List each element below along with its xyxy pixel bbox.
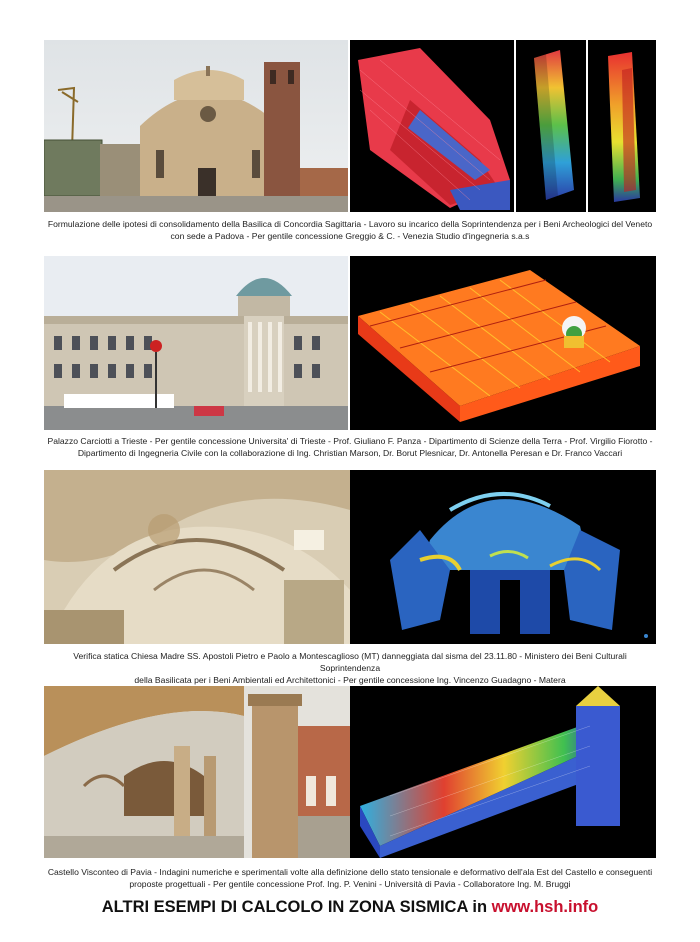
photo-chiesa-madre-interior: [44, 470, 350, 644]
caption-basilica: [44, 218, 656, 242]
caption-line: Verifica statica Chiesa Madre SS. Apostoli Pietro e Paolo a Montescaglioso (MT) danneggiata dal sisma del 23.11.80 - Ministero dei Beni Culturali Soprintendenza: [73, 651, 627, 673]
fem-model-basilica: [350, 40, 514, 212]
caption-palazzo: [44, 435, 656, 459]
caption-line: della Basilicata per i Beni Ambientali ed Architettonici - Per gentile concessione Ing. Vincenzo Guadagno - Matera: [134, 675, 566, 685]
fem-model-chiesa: [350, 470, 656, 644]
fem-model-tower-1: [516, 40, 586, 212]
caption-line: proposte progettuali - Per gentile concessione Prof. Ing. P. Venini - Università di Pavia - Collaboratore Ing. M. Bruggi: [129, 879, 571, 889]
caption-line: Dipartimento di Ingegneria Civile con la collaborazione di Ing. Christian Marson, Dr. Borut Plesnicar, Dr. Antonella Peresan e Dr. Franco Vaccari: [77, 448, 623, 458]
caption-line: Castello Visconteo di Pavia - Indagini numeriche e sperimentali volte alla definizione dello stato tensionale e deformativo dell'ala Est del Castello e conseguenti: [47, 867, 653, 877]
caption-line: Formulazione delle ipotesi di consolidamento della Basilica di Concordia Sagittaria - Lavoro su incarico della Soprintendenza per i Beni Archeologici del Veneto: [47, 219, 653, 229]
photo-palazzo-carciotti: [44, 256, 348, 430]
footer-url-link[interactable]: www.hsh.info: [491, 898, 599, 916]
caption-castello: [44, 866, 656, 890]
fem-model-palazzo: [350, 256, 656, 430]
footer-banner: [0, 898, 700, 917]
photo-castello-visconteo: [44, 686, 350, 858]
photo-basilica-concordia: [44, 40, 348, 212]
caption-chiesa: [44, 650, 656, 686]
caption-line: Palazzo Carciotti a Trieste - Per gentile concessione Universita' di Trieste - Prof. Giuliano F. Panza - Dipartimento di Scienze della Terra - Prof. Virgilio Fiorotto -: [47, 436, 653, 446]
caption-line: con sede a Padova - Per gentile concessione Greggio & C. - Venezia Studio d'ingegneria s.a.s: [170, 231, 530, 241]
footer-text: ALTRI ESEMPI DI CALCOLO IN ZONA SISMICA in: [101, 898, 488, 916]
fem-model-tower-2: [588, 40, 656, 212]
fem-model-castello: [350, 686, 656, 858]
